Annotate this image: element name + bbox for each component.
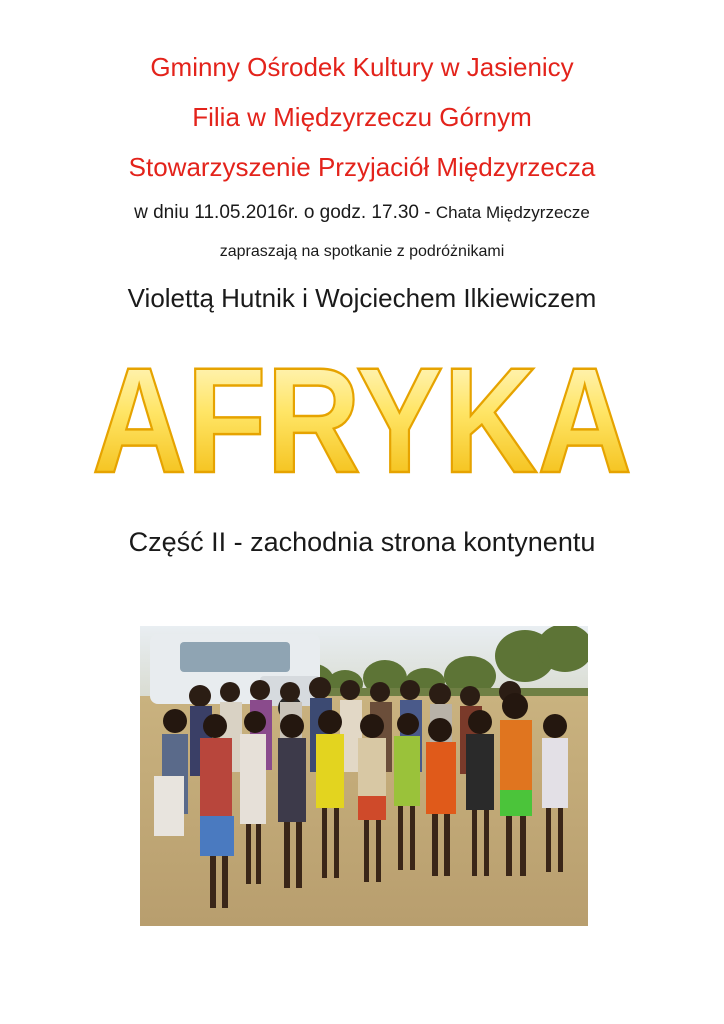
event-date-line [0, 202, 724, 224]
event-invite: zapraszają na spotkanie z podróżnikami [219, 243, 505, 260]
main-title [0, 352, 724, 492]
event-guests: Violettą Hutnik i Wojciechem Ilkiewiczem [127, 283, 597, 313]
subtitle: Część II - zachodnia strona kontynentu [128, 527, 596, 557]
organizer-line-3: Stowarzyszenie Przyjaciół Międzyrzecza [128, 152, 596, 182]
event-place: Chata Międzyrzecze [435, 203, 590, 222]
organizer-line-1: Gminny Ośrodek Kultury w Jasienicy [150, 52, 574, 82]
title-text: AFRYKA [92, 352, 632, 492]
event-date-time: w dniu 11.05.2016r. o godz. 17.30 - [134, 202, 436, 223]
photo-children [140, 626, 588, 926]
organizer-line-2: Filia w Międzyrzeczu Górnym [192, 102, 532, 132]
